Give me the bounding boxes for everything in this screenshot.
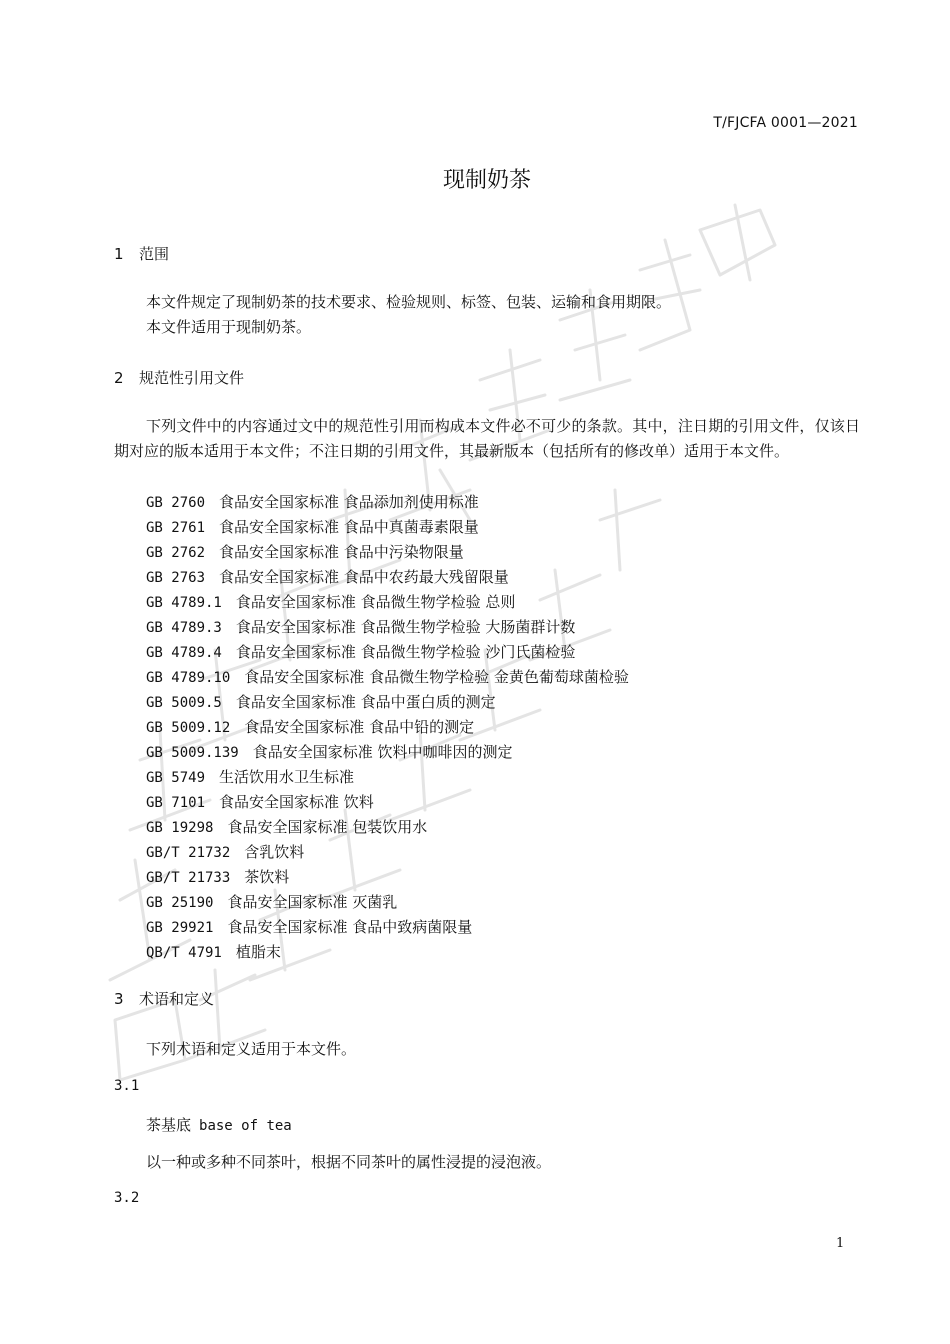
term-english: base of tea: [199, 1118, 292, 1134]
reference-title: 食品安全国家标准 食品中致病菌限量: [227, 918, 473, 936]
reference-title: 食品安全国家标准 食品微生物学检验 沙门氏菌检验: [235, 643, 576, 661]
reference-item: [146, 565, 629, 590]
reference-item: [146, 865, 629, 890]
reference-code: GB 19298: [146, 820, 214, 836]
section-number: 3: [114, 990, 124, 1008]
reference-code: GB 4789.1: [146, 595, 222, 611]
reference-code: GB/T 21732: [146, 845, 231, 861]
reference-code: QB/T 4791: [146, 945, 222, 961]
section-title: 规范性引用文件: [139, 369, 245, 387]
reference-item: [146, 840, 629, 865]
reference-item: [146, 915, 629, 940]
reference-title: 食品安全国家标准 食品中蛋白质的测定: [235, 693, 496, 711]
section-2-heading: [114, 367, 244, 388]
reference-code: GB 2762: [146, 545, 206, 561]
reference-title: 食品安全国家标准 食品添加剂使用标准: [219, 493, 479, 511]
reference-title: 食品安全国家标准 包装饮用水: [227, 818, 428, 836]
term-definition: 以一种或多种不同茶叶，根据不同茶叶的属性浸提的浸泡液。: [146, 1153, 552, 1171]
reference-title: 食品安全国家标准 食品中真菌毒素限量: [219, 518, 479, 536]
scope-paragraph: 本文件适用于现制奶茶。: [146, 318, 312, 336]
reference-title: 生活饮用水卫生标准: [219, 768, 355, 786]
reference-code: GB/T 21733: [146, 870, 231, 886]
reference-code: GB 4789.3: [146, 620, 222, 636]
reference-code: GB 5009.5: [146, 695, 222, 711]
reference-item: [146, 765, 629, 790]
term-entry: [146, 1114, 292, 1135]
reference-item: [146, 790, 629, 815]
reference-code: GB 4789.4: [146, 645, 222, 661]
section-1-heading: [114, 243, 169, 264]
terms-intro: 下列术语和定义适用于本文件。: [146, 1040, 357, 1058]
reference-code: GB 2761: [146, 520, 206, 536]
reference-code: GB 2763: [146, 570, 206, 586]
document-title: 现制奶茶: [442, 168, 531, 193]
reference-item: [146, 665, 629, 690]
reference-item: [146, 615, 629, 640]
reference-list: [146, 490, 629, 965]
reference-item: [146, 715, 629, 740]
reference-item: [146, 940, 629, 965]
reference-title: 食品安全国家标准 食品微生物学检验 金黄色葡萄球菌检验: [244, 668, 629, 686]
reference-item: [146, 890, 629, 915]
term-chinese: 茶基底: [146, 1116, 192, 1134]
scope-paragraph: 本文件规定了现制奶茶的技术要求、检验规则、标签、包装、运输和食用期限。: [146, 293, 672, 311]
section-3-heading: [114, 988, 214, 1009]
reference-code: GB 5009.12: [146, 720, 231, 736]
reference-item: [146, 590, 629, 615]
reference-code: GB 4789.10: [146, 670, 231, 686]
reference-code: GB 5009.139: [146, 745, 239, 761]
clause-number: 3.2: [114, 1190, 140, 1206]
reference-title: 食品安全国家标准 食品中污染物限量: [219, 543, 464, 561]
reference-title: 食品安全国家标准 饮料: [219, 793, 374, 811]
reference-title: 含乳饮料: [244, 843, 305, 861]
reference-title: 植脂末: [235, 943, 281, 961]
reference-code: GB 5749: [146, 770, 206, 786]
reference-item: [146, 690, 629, 715]
reference-item: [146, 515, 629, 540]
clause-number: 3.1: [114, 1078, 140, 1094]
reference-item: [146, 540, 629, 565]
reference-title: 食品安全国家标准 灭菌乳: [227, 893, 398, 911]
reference-code: GB 29921: [146, 920, 214, 936]
reference-title: 食品安全国家标准 饮料中咖啡因的测定: [252, 743, 513, 761]
reference-item: [146, 490, 629, 515]
section-title: 范围: [139, 245, 170, 263]
reference-title: 食品安全国家标准 食品中农药最大残留限量: [219, 568, 509, 586]
normative-refs-intro: 下列文件中的内容通过文中的规范性引用而构成本文件必不可少的条款。其中，注日期的引用文件，仅该日期对应的版本适用于本文件；不注日期的引用文件，其最新版本（包括所有的修改单）适用于本文件。: [114, 417, 860, 460]
reference-item: [146, 815, 629, 840]
reference-title: 食品安全国家标准 食品微生物学检验 总则: [235, 593, 516, 611]
section-number: 2: [114, 369, 124, 387]
reference-code: GB 25190: [146, 895, 214, 911]
document-code: T/FJCFA 0001—2021: [713, 115, 858, 131]
section-title: 术语和定义: [139, 990, 215, 1008]
reference-title: 茶饮料: [244, 868, 290, 886]
reference-title: 食品安全国家标准 食品微生物学检验 大肠菌群计数: [235, 618, 576, 636]
reference-item: [146, 740, 629, 765]
page-number: 1: [836, 1236, 845, 1251]
reference-item: [146, 640, 629, 665]
reference-title: 食品安全国家标准 食品中铅的测定: [244, 718, 475, 736]
reference-code: GB 2760: [146, 495, 206, 511]
reference-code: GB 7101: [146, 795, 206, 811]
section-number: 1: [114, 245, 124, 263]
